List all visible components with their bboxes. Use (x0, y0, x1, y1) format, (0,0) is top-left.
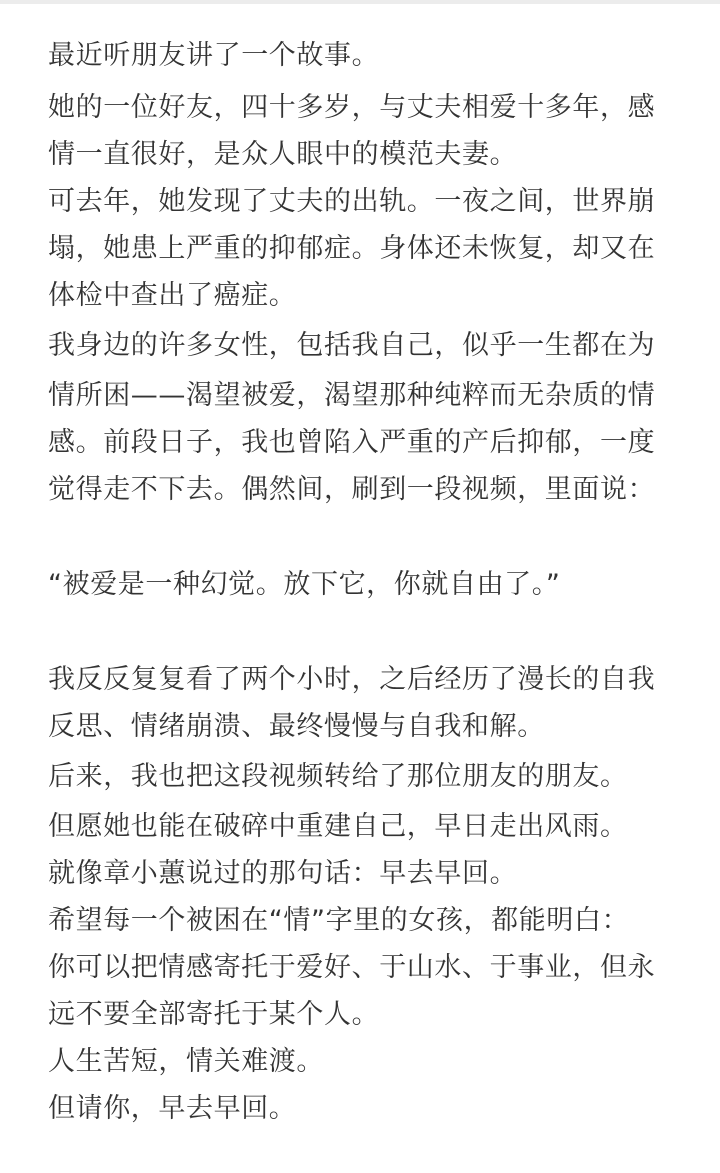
quote-line: “被爱是一种幻觉。放下它，你就自由了。” (48, 569, 561, 600)
text-line: 但愿她也能在破碎中重建自己，早日走出风雨。 (48, 811, 628, 842)
text-line: 远不要全部寄托于某个人。 (48, 999, 380, 1030)
text-line: 人生苦短，情关难渡。 (48, 1046, 324, 1077)
text-line: 感。前段日子，我也曾陷入严重的产后抑郁，一度 (48, 427, 656, 458)
text-line: 塌，她患上严重的抑郁症。身体还未恢复，却又在 (48, 233, 656, 264)
text-line: 就像章小蕙说过的那句话：早去早回。 (48, 858, 518, 889)
text-line: 反思、情绪崩溃、最终慢慢与自我和解。 (48, 711, 545, 742)
text-line: 我反反复复看了两个小时，之后经历了漫长的自我 (48, 664, 656, 695)
text-line: 你可以把情感寄托于爱好、于山水、于事业，但永 (48, 952, 656, 983)
text-line: 情所困——渴望被爱，渴望那种纯粹而无杂质的情 (48, 380, 656, 411)
top-divider (0, 0, 720, 4)
text-line: 后来，我也把这段视频转给了那位朋友的朋友。 (48, 761, 628, 792)
text-line: 但请你，早去早回。 (48, 1093, 297, 1124)
text-line: 我身边的许多女性，包括我自己，似乎一生都在为 (48, 330, 656, 361)
text-line: 觉得走不下去。偶然间，刷到一段视频，里面说： (48, 474, 656, 505)
text-line: 体检中查出了癌症。 (48, 280, 297, 311)
text-line: 可去年，她发现了丈夫的出轨。一夜之间，世界崩 (48, 186, 656, 217)
text-line: 希望每一个被困在“情”字里的女孩，都能明白： (48, 905, 630, 936)
text-line: 她的一位好友，四十多岁，与丈夫相爱十多年，感 (48, 92, 656, 123)
text-line: 情一直很好，是众人眼中的模范夫妻。 (48, 139, 518, 170)
text-line: 最近听朋友讲了一个故事。 (48, 40, 380, 71)
